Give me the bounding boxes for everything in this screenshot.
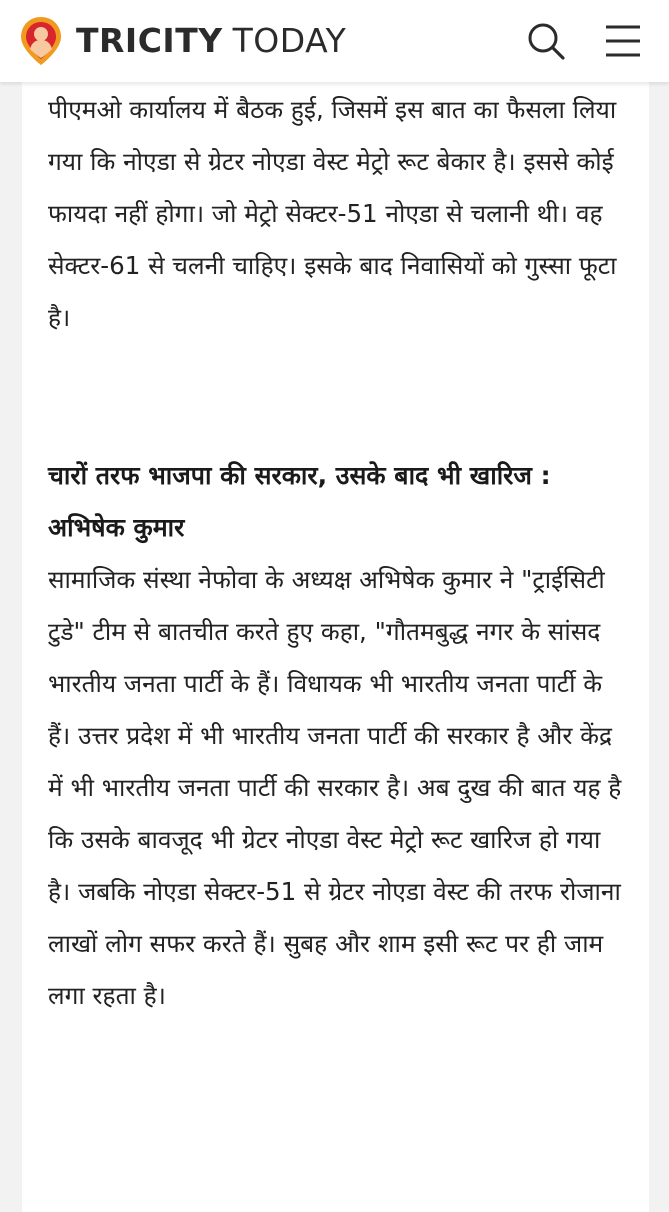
site-header bbox=[0, 0, 669, 82]
brand-name-light: TODAY bbox=[232, 21, 347, 60]
brand-name-bold: TRICITY bbox=[76, 21, 223, 60]
location-pin-logo-icon[interactable] bbox=[18, 15, 64, 67]
article-paragraph: सामाजिक संस्था नेफोवा के अध्यक्ष अभिषेक कुमार ने "ट्राईसिटी टुडे" टीम से बातचीत करते हुए कहा, "गौतमबुद्ध नगर के सांसद भारतीय जनता पार्टी के हैं। विधायक भी भारतीय जनता पार्टी के हैं। उत्तर प्रदेश में भी भारतीय जनता पार्टी की सरकार है और केंद्र में भी भारतीय जनता पार्टी की सरकार है। अब दुख की बात यह है कि उसके बावजूद भी ग्रेटर नोएडा वेस्ट मेट्रो रूट खारिज हो गया है। जबकि नोएडा सेक्टर-51 से ग्रेटर नोएडा वेस्ट की तरफ रोजाना लाखों लोग सफर करते हैं। सुबह और शाम इसी रूट पर ही जाम लगा रहता है। bbox=[48, 565, 622, 1010]
article-body bbox=[48, 84, 628, 1022]
search-icon[interactable] bbox=[524, 20, 566, 62]
hamburger-menu-icon[interactable] bbox=[603, 20, 643, 62]
article-paragraph: पीएमओ कार्यालय में बैठक हुई, जिसमें इस बात का फैसला लिया गया कि नोएडा से ग्रेटर नोएडा वेस्ट मेट्रो रूट बेकार है। इससे कोई फायदा नहीं होगा। जो मेट्रो सेक्टर-51 नोएडा से चलानी थी। वह सेक्टर-61 से चलनी चाहिए। इसके बाद निवासियों को गुस्सा फूटा है। bbox=[48, 95, 617, 332]
article-subheading: चारों तरफ भाजपा की सरकार, उसके बाद भी खारिज : अभिषेक कुमार bbox=[48, 461, 551, 542]
site-logo-text[interactable] bbox=[76, 18, 346, 64]
